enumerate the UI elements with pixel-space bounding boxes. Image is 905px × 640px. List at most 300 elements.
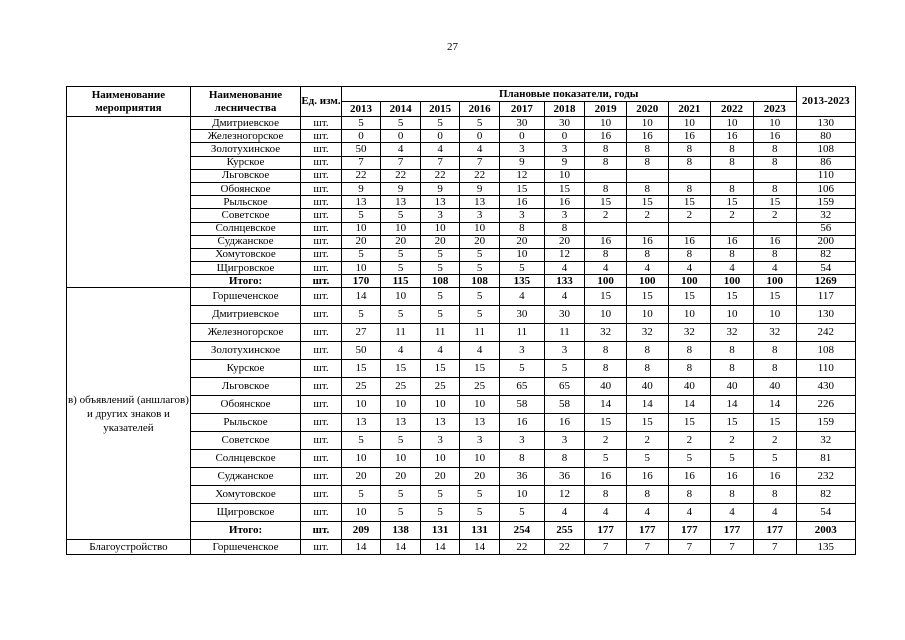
year-value-cell: 9 [381,182,421,195]
year-value-cell: 8 [626,486,668,504]
year-value-cell: 20 [460,235,500,248]
year-value-cell: 2 [668,432,711,450]
total-label-cell: Итого: [190,275,300,288]
year-value-cell [668,222,711,235]
year-value-cell: 15 [711,288,754,306]
forestry-name-cell: Дмитриевское [190,117,300,130]
year-value-cell [753,169,796,182]
year-value-cell: 8 [711,182,754,195]
year-value-cell: 8 [668,360,711,378]
forestry-name-cell: Курское [190,360,300,378]
year-value-cell: 25 [381,378,421,396]
year-value-cell: 14 [711,396,754,414]
period-total-cell: 108 [796,143,855,156]
header-forestry: Наименование лесничества [190,87,300,117]
period-total-cell: 80 [796,130,855,143]
year-value-cell: 16 [499,196,544,209]
unit-cell: шт. [301,209,342,222]
year-value-cell: 10 [420,396,460,414]
unit-cell: шт. [301,222,342,235]
period-total-cell: 226 [796,396,855,414]
year-value-cell: 10 [341,450,381,468]
year-value-cell: 5 [460,262,500,275]
forestry-name-cell: Солнцевское [190,222,300,235]
year-value-cell: 15 [753,288,796,306]
year-value-cell: 14 [460,540,500,555]
year-value-cell: 5 [341,248,381,261]
year-value-cell: 40 [585,378,627,396]
year-value-cell: 9 [544,156,585,169]
event-name-cell: в) объявлений (аншлагов) и других знаков и указателей [67,288,191,540]
year-value-cell: 15 [753,196,796,209]
unit-cell: шт. [301,432,342,450]
year-value-cell: 8 [585,248,627,261]
year-value-cell: 8 [626,248,668,261]
year-value-cell: 8 [626,342,668,360]
year-value-cell: 13 [341,414,381,432]
year-value-cell: 10 [544,169,585,182]
year-value-cell: 10 [753,117,796,130]
year-value-cell: 65 [544,378,585,396]
year-value-cell: 135 [499,275,544,288]
year-value-cell: 5 [381,306,421,324]
header-year: 2016 [460,102,500,117]
unit-cell: шт. [301,504,342,522]
year-value-cell: 16 [753,235,796,248]
year-value-cell: 8 [711,156,754,169]
year-value-cell: 177 [753,522,796,540]
year-value-cell: 209 [341,522,381,540]
year-value-cell: 115 [381,275,421,288]
forestry-name-cell: Советское [190,432,300,450]
year-value-cell: 5 [381,486,421,504]
year-value-cell [585,169,627,182]
header-year: 2022 [711,102,754,117]
year-value-cell: 10 [668,117,711,130]
header-year: 2021 [668,102,711,117]
year-value-cell: 13 [381,414,421,432]
year-value-cell: 177 [585,522,627,540]
year-value-cell: 7 [711,540,754,555]
period-total-cell: 430 [796,378,855,396]
unit-cell: шт. [301,396,342,414]
planned-indicators-table [66,86,856,555]
year-value-cell: 20 [341,468,381,486]
year-value-cell: 8 [626,182,668,195]
year-value-cell: 15 [626,288,668,306]
year-value-cell: 20 [381,235,421,248]
year-value-cell: 22 [460,169,500,182]
year-value-cell: 0 [341,130,381,143]
event-name-cell: Благоустройство [67,540,191,555]
year-value-cell: 3 [499,342,544,360]
period-total-cell: 232 [796,468,855,486]
year-value-cell: 8 [626,143,668,156]
year-value-cell: 22 [381,169,421,182]
year-value-cell: 15 [585,196,627,209]
year-value-cell: 16 [585,468,627,486]
year-value-cell: 15 [420,360,460,378]
year-value-cell: 5 [626,450,668,468]
year-value-cell: 15 [381,360,421,378]
year-value-cell: 10 [753,306,796,324]
year-value-cell: 5 [381,262,421,275]
year-value-cell: 30 [499,117,544,130]
year-value-cell: 16 [544,196,585,209]
year-value-cell: 5 [341,117,381,130]
year-value-cell: 8 [668,342,711,360]
year-value-cell: 5 [544,360,585,378]
year-value-cell: 13 [460,196,500,209]
year-value-cell: 8 [668,248,711,261]
year-value-cell: 36 [544,468,585,486]
year-value-cell: 8 [753,248,796,261]
year-value-cell: 8 [668,143,711,156]
year-value-cell: 8 [753,342,796,360]
year-value-cell: 8 [711,360,754,378]
year-value-cell: 13 [420,414,460,432]
unit-cell: шт. [301,342,342,360]
year-value-cell: 4 [753,262,796,275]
year-value-cell: 22 [544,540,585,555]
forestry-name-cell: Хомутовское [190,248,300,261]
period-total-cell: 135 [796,540,855,555]
unit-cell: шт. [301,275,342,288]
year-value-cell: 14 [753,396,796,414]
year-value-cell: 8 [753,156,796,169]
period-total-cell: 159 [796,414,855,432]
year-value-cell: 5 [420,262,460,275]
year-value-cell: 11 [499,324,544,342]
year-value-cell: 4 [626,504,668,522]
forestry-name-cell: Горшеченское [190,288,300,306]
period-total-cell: 32 [796,209,855,222]
year-value-cell: 5 [341,432,381,450]
forestry-name-cell: Хомутовское [190,486,300,504]
year-value-cell: 100 [753,275,796,288]
table-row [67,288,856,306]
year-value-cell: 8 [753,486,796,504]
year-value-cell: 8 [668,156,711,169]
year-value-cell: 40 [626,378,668,396]
year-value-cell: 131 [460,522,500,540]
year-value-cell: 10 [420,222,460,235]
year-value-cell [668,169,711,182]
year-value-cell: 8 [544,450,585,468]
unit-cell: шт. [301,248,342,261]
year-value-cell: 8 [626,156,668,169]
year-value-cell: 16 [711,468,754,486]
year-value-cell: 10 [381,450,421,468]
year-value-cell: 100 [711,275,754,288]
year-value-cell: 40 [668,378,711,396]
year-value-cell: 7 [381,156,421,169]
period-total-cell: 159 [796,196,855,209]
year-value-cell: 5 [460,117,500,130]
year-value-cell: 27 [341,324,381,342]
year-value-cell: 14 [341,540,381,555]
year-value-cell: 15 [711,414,754,432]
year-value-cell: 8 [711,143,754,156]
header-year: 2018 [544,102,585,117]
year-value-cell: 13 [420,196,460,209]
unit-cell: шт. [301,117,342,130]
year-value-cell: 10 [381,396,421,414]
period-total-cell: 56 [796,222,855,235]
year-value-cell: 4 [544,262,585,275]
year-value-cell: 22 [499,540,544,555]
period-total-cell: 54 [796,504,855,522]
year-value-cell: 5 [381,248,421,261]
period-total-cell: 110 [796,169,855,182]
year-value-cell: 15 [668,414,711,432]
year-value-cell: 131 [420,522,460,540]
year-value-cell: 32 [626,324,668,342]
unit-cell: шт. [301,182,342,195]
year-value-cell: 13 [460,414,500,432]
year-value-cell: 65 [499,378,544,396]
header-event: Наименование мероприятия [67,87,191,117]
year-value-cell: 3 [544,432,585,450]
year-value-cell: 170 [341,275,381,288]
year-value-cell: 5 [499,504,544,522]
year-value-cell: 5 [460,486,500,504]
unit-cell: шт. [301,486,342,504]
year-value-cell: 100 [668,275,711,288]
year-value-cell: 4 [626,262,668,275]
year-value-cell: 9 [420,182,460,195]
period-total-cell: 130 [796,117,855,130]
header-year: 2014 [381,102,421,117]
forestry-name-cell: Обоянское [190,182,300,195]
year-value-cell: 4 [499,288,544,306]
year-value-cell: 177 [626,522,668,540]
year-value-cell: 11 [420,324,460,342]
unit-cell: шт. [301,169,342,182]
period-total-cell: 86 [796,156,855,169]
year-value-cell: 3 [544,143,585,156]
year-value-cell: 8 [711,342,754,360]
period-total-cell: 242 [796,324,855,342]
year-value-cell: 10 [381,288,421,306]
year-value-cell: 5 [341,306,381,324]
period-total-cell: 54 [796,262,855,275]
year-value-cell: 5 [460,306,500,324]
year-value-cell: 5 [420,306,460,324]
unit-cell: шт. [301,540,342,555]
year-value-cell: 7 [753,540,796,555]
year-value-cell: 8 [753,143,796,156]
forestry-name-cell: Золотухинское [190,143,300,156]
forestry-name-cell: Рыльское [190,196,300,209]
year-value-cell: 30 [544,306,585,324]
year-value-cell: 8 [585,342,627,360]
year-value-cell: 8 [626,360,668,378]
year-value-cell: 15 [626,196,668,209]
forestry-name-cell: Щигровское [190,504,300,522]
year-value-cell: 3 [460,432,500,450]
year-value-cell: 4 [544,288,585,306]
forestry-name-cell: Курское [190,156,300,169]
year-value-cell: 8 [585,143,627,156]
year-value-cell: 7 [420,156,460,169]
event-name-cell [67,117,191,288]
year-value-cell: 16 [585,130,627,143]
year-value-cell: 20 [499,235,544,248]
year-value-cell: 20 [420,235,460,248]
year-value-cell: 14 [420,540,460,555]
year-value-cell: 25 [341,378,381,396]
unit-cell: шт. [301,288,342,306]
period-total-cell: 32 [796,432,855,450]
year-value-cell: 10 [381,222,421,235]
year-value-cell: 40 [711,378,754,396]
year-value-cell: 5 [420,288,460,306]
period-total-cell: 110 [796,360,855,378]
unit-cell: шт. [301,143,342,156]
year-value-cell: 16 [626,235,668,248]
year-value-cell: 4 [544,504,585,522]
table-header [67,87,856,117]
year-value-cell: 4 [420,342,460,360]
year-value-cell: 32 [668,324,711,342]
unit-cell: шт. [301,378,342,396]
year-value-cell [626,169,668,182]
year-value-cell: 5 [460,504,500,522]
forestry-name-cell: Железногорское [190,130,300,143]
year-value-cell: 13 [341,196,381,209]
year-value-cell: 16 [668,468,711,486]
forestry-name-cell: Рыльское [190,414,300,432]
year-value-cell: 5 [420,117,460,130]
year-value-cell: 16 [668,130,711,143]
year-value-cell: 138 [381,522,421,540]
year-value-cell: 3 [420,209,460,222]
year-value-cell: 2 [753,432,796,450]
year-value-cell: 10 [585,117,627,130]
year-value-cell: 30 [544,117,585,130]
forestry-name-cell: Суджанское [190,468,300,486]
year-value-cell: 10 [626,306,668,324]
year-value-cell: 10 [341,504,381,522]
year-value-cell: 10 [626,117,668,130]
forestry-name-cell: Льговское [190,169,300,182]
header-year: 2020 [626,102,668,117]
year-value-cell [626,222,668,235]
year-value-cell: 3 [544,209,585,222]
year-value-cell: 8 [711,248,754,261]
year-value-cell: 0 [499,130,544,143]
year-value-cell: 16 [626,130,668,143]
year-value-cell: 7 [668,540,711,555]
year-value-cell: 2 [753,209,796,222]
year-value-cell: 13 [381,196,421,209]
year-value-cell: 16 [499,414,544,432]
year-value-cell: 255 [544,522,585,540]
year-value-cell: 108 [460,275,500,288]
year-value-cell: 16 [711,235,754,248]
header-total-period: 2013-2023 [796,87,855,117]
year-value-cell: 58 [499,396,544,414]
forestry-name-cell: Льговское [190,378,300,396]
year-value-cell: 12 [544,248,585,261]
year-value-cell: 10 [585,306,627,324]
header-year: 2015 [420,102,460,117]
year-value-cell: 7 [460,156,500,169]
year-value-cell [753,222,796,235]
unit-cell: шт. [301,196,342,209]
year-value-cell: 15 [626,414,668,432]
year-value-cell: 5 [341,209,381,222]
year-value-cell: 4 [711,504,754,522]
unit-cell: шт. [301,156,342,169]
year-value-cell: 0 [420,130,460,143]
year-value-cell: 5 [341,486,381,504]
year-value-cell: 254 [499,522,544,540]
year-value-cell: 100 [626,275,668,288]
year-value-cell: 8 [585,360,627,378]
year-value-cell: 7 [626,540,668,555]
year-value-cell: 0 [544,130,585,143]
year-value-cell: 2 [711,432,754,450]
year-value-cell: 8 [668,486,711,504]
forestry-name-cell: Щигровское [190,262,300,275]
year-value-cell: 15 [499,182,544,195]
total-label-cell: Итого: [190,522,300,540]
year-value-cell: 3 [499,143,544,156]
year-value-cell: 10 [460,396,500,414]
year-value-cell: 12 [499,169,544,182]
year-value-cell: 14 [585,396,627,414]
year-value-cell: 10 [499,248,544,261]
year-value-cell: 20 [544,235,585,248]
year-value-cell: 2 [626,209,668,222]
year-value-cell: 2 [585,209,627,222]
year-value-cell: 4 [753,504,796,522]
period-total-cell: 81 [796,450,855,468]
period-total-cell: 82 [796,248,855,261]
year-value-cell: 8 [711,486,754,504]
year-value-cell: 2 [626,432,668,450]
year-value-cell: 25 [460,378,500,396]
year-value-cell: 22 [341,169,381,182]
year-value-cell: 20 [341,235,381,248]
year-value-cell: 10 [460,450,500,468]
year-value-cell: 5 [420,248,460,261]
year-value-cell: 9 [341,182,381,195]
period-total-cell: 108 [796,342,855,360]
unit-cell: шт. [301,360,342,378]
year-value-cell: 8 [753,182,796,195]
page-number: 27 [447,41,458,53]
year-value-cell: 177 [668,522,711,540]
year-value-cell: 0 [460,130,500,143]
year-value-cell: 10 [341,396,381,414]
year-value-cell: 8 [499,450,544,468]
year-value-cell: 16 [668,235,711,248]
year-value-cell: 9 [499,156,544,169]
unit-cell: шт. [301,235,342,248]
header-year: 2017 [499,102,544,117]
year-value-cell: 20 [460,468,500,486]
year-value-cell: 108 [420,275,460,288]
year-value-cell: 15 [585,414,627,432]
year-value-cell: 10 [341,222,381,235]
year-value-cell: 14 [381,540,421,555]
year-value-cell: 50 [341,342,381,360]
year-value-cell: 177 [711,522,754,540]
year-value-cell [711,169,754,182]
